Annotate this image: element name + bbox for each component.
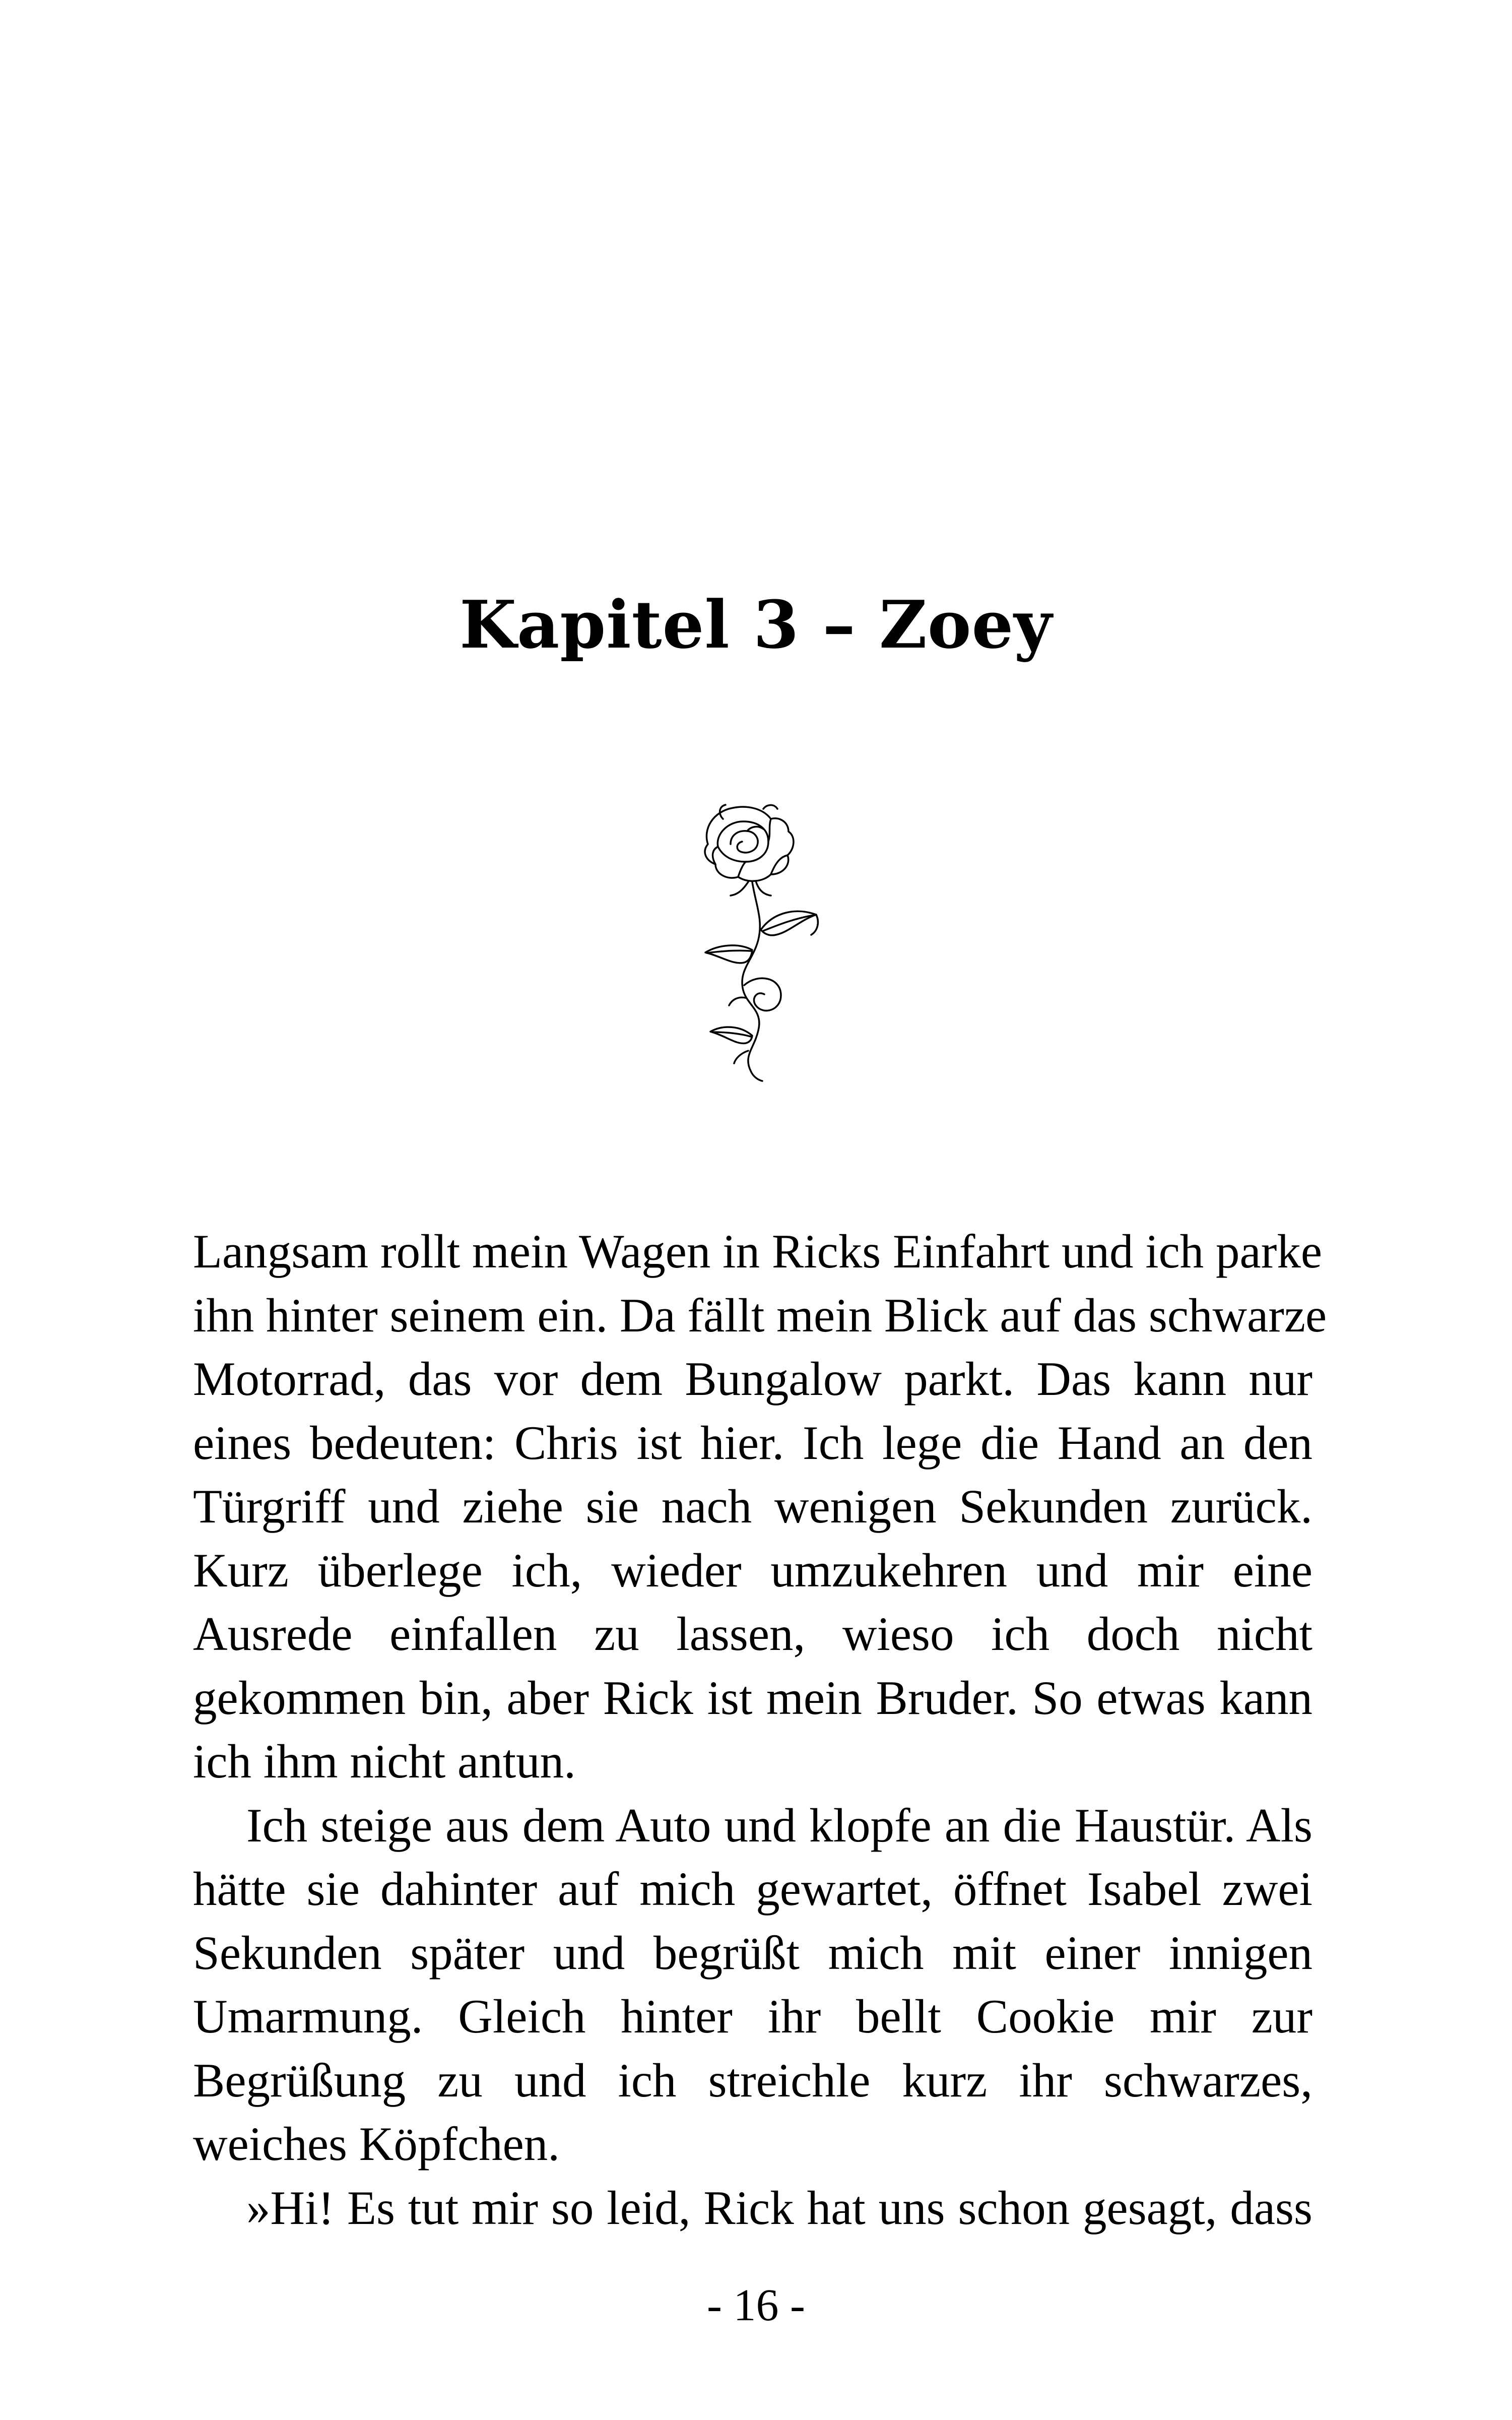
body-text [193,1220,1327,2240]
paragraph-3 [193,2176,1312,2240]
text-line: Türgriff und ziehe sie nach wenigen Sekunden zurück. [193,1480,1312,1533]
text-line: eines bedeuten: Chris ist hier. Ich lege die Hand an den [193,1416,1312,1470]
text-line: Umarmung. Gleich hinter ihr bellt Cookie mir zur [193,1990,1312,2043]
text-line: ich ihm nicht antun. [193,1735,576,1788]
text-line: gekommen bin, aber Rick ist mein Bruder. So etwas kann [193,1671,1312,1725]
rose-icon [688,799,849,1086]
chapter-title: Kapitel 3 – Zoey [459,586,1053,663]
text-line: weiches Köpfchen. [193,2117,560,2171]
page-number: - 16 - [707,2280,805,2330]
text-line: Sekunden später und begrüßt mich mit einer innigen [193,1926,1312,1980]
text-line: Langsam rollt mein Wagen in Ricks Einfahrt und ich parke [193,1225,1322,1278]
text-line: »Hi! Es tut mir so leid, Rick hat uns schon gesagt, dass [246,2181,1312,2235]
text-line: hätte sie dahinter auf mich gewartet, öffnet Isabel zwei [193,1862,1312,1916]
paragraph-2 [193,1794,1312,2176]
paragraph-1 [193,1220,1327,1794]
text-line: Ich steige aus dem Auto und klopfe an die Haustür. Als [246,1798,1312,1852]
text-line: Kurz überlege ich, wieder umzukehren und mir eine [193,1543,1312,1597]
text-line: Begrüßung zu und ich streichle kurz ihr schwarzes, [193,2053,1312,2107]
text-line: Motorrad, das vor dem Bungalow parkt. Das kann nur [193,1352,1312,1406]
text-line: ihn hinter seinem ein. Da fällt mein Blick auf das schwarze [193,1288,1327,1342]
text-line: Ausrede einfallen zu lassen, wieso ich doch nicht [193,1607,1312,1661]
